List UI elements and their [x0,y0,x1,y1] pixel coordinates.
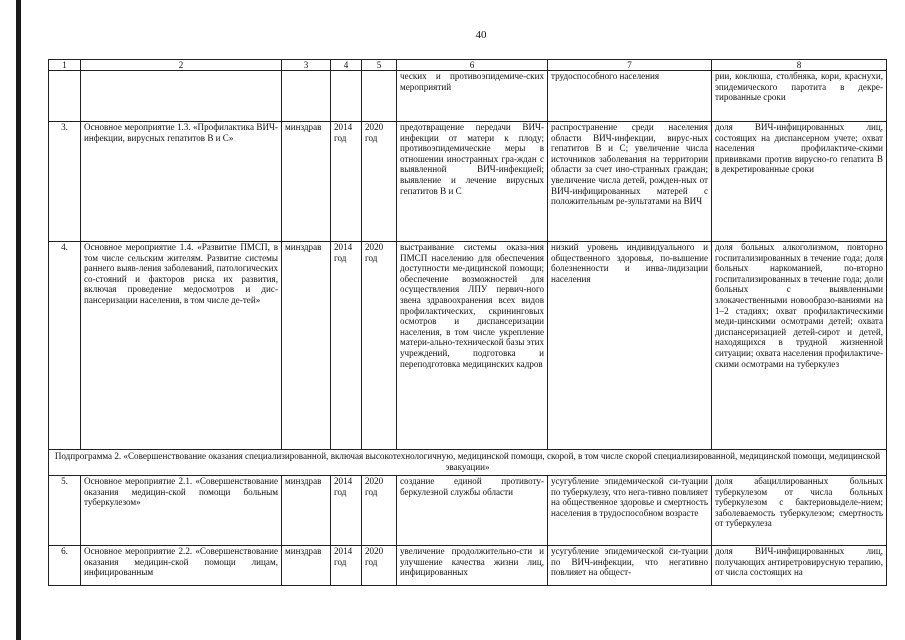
header-cell: 3 [282,60,331,71]
table-header-row [49,60,887,71]
measure-name [81,71,282,122]
measure-name: Основное мероприятие 2.2. «Совершенствование оказания медицин-ской помощи лицам, инфицированным [81,546,282,586]
indicators-cell: доля абациллированных больных туберкулезом от числа больных туберкулезом с бактериовыделе-нием; заболеваемость туберкулезом; смертность от туберкулеза [712,476,887,546]
relation-cell: распространение среди населения области ВИЧ-инфекции, вирус-ных гепатитов В и С; увеличение числа источников заболевания на территории области за счет ино-странных граждан; увеличение числа детей, рожден-ных от ВИЧ-инфицированных матерей с положительным ре-зультатами на ВИЧ [548,122,712,242]
measure-name: Основное мероприятие 1.3. «Профилактика ВИЧ-инфекции, вирусных гепатитов В и С» [81,122,282,242]
relation-cell: трудоспособного населения [548,71,712,122]
executor-cell: минздрав [282,242,331,450]
start-year: 2014 год [331,122,362,242]
start-year [331,71,362,122]
start-year: 2014 год [331,546,362,586]
consequences-cell: создание единой противоту-беркулезной службы области [397,476,548,546]
end-year [362,71,397,122]
table-row [49,546,887,586]
header-cell: 2 [81,60,282,71]
row-number: 4. [49,242,81,450]
header-cell: 4 [331,60,362,71]
executor-cell: минздрав [282,122,331,242]
program-table [48,59,887,586]
row-number: 3. [49,122,81,242]
indicators-cell: рии, коклюша, столбняка, кори, краснухи, эпидемического паротита в декре-тированные сроки [712,71,887,122]
indicators-cell: доля ВИЧ-инфицированных лиц, получающих антиретровирусную терапию, от числа состоящих на [712,546,887,586]
indicators-cell: доля больных алкоголизмом, повторно госпитализированных в течение года; доля больных наркоманией, по-вторно госпитализированных в течение года; доли больных с выявленными злокачественными новообразо-ваниями на 1–2 стадиях; охват профилактическими меди-цинскими осмотрами детей; охвата диспансеризацией детей-сирот и детей, находящихся в трудной жизненной ситуации; охвата населения профилактиче-скими осмотрами на туберкулез [712,242,887,450]
subprogram-row [49,450,887,476]
table-row [49,122,887,242]
table-row [49,476,887,546]
executor-cell: минздрав [282,476,331,546]
start-year: 2014 год [331,476,362,546]
header-cell: 1 [49,60,81,71]
header-cell: 6 [397,60,548,71]
relation-cell: усугубление эпидемической си-туации по ВИЧ-инфекции, что негативно повлияет на общест- [548,546,712,586]
header-cell: 7 [548,60,712,71]
page-number: 40 [475,29,487,41]
row-number [49,71,81,122]
measure-name: Основное мероприятие 1.4. «Развитие ПМСП, в том числе сельским жителям. Развитие системы раннего выяв-ления заболеваний, патологических со-стояний и факторов риска их развития, включая проведение медосмотров и дис-пансеризации населения, в том числе де-тей» [81,242,282,450]
table-row [49,71,887,122]
indicators-cell: доля ВИЧ-инфицированных лиц, состоящих на диспансерном учете; охват населения профилактиче-скими прививками против вирусно-го гепатита В в декретированные сроки [712,122,887,242]
row-number: 6. [49,546,81,586]
consequences-cell: выстраивание системы оказа-ния ПМСП населению для обеспечения доступности ме-дицинской помощи; обеспечение возможностей для осуществления ЛПУ первич-ного звена здравоохранения всех видов профилактических, скрининговых осмотров и диспансеризации населения, в том числе укрепление матери-ально-технической базы этих учреждений, подготовка и переподготовка медицинских кадров [397,242,548,450]
header-cell: 5 [362,60,397,71]
executor-cell: минздрав [282,546,331,586]
relation-cell: усугубление эпидемической си-туации по туберкулезу, что нега-тивно повлияет на общественное здоровье и смертность населения в трудоспособном возрасте [548,476,712,546]
end-year: 2020 год [362,476,397,546]
end-year: 2020 год [362,546,397,586]
subprogram-title: Подпрограмма 2. «Совершенствование оказания специализированной, включая высокотехнологичную, медицинской помощи, скорой, в том числе скорой специализированной, медицинской помощи, медицинской эвакуации» [49,450,887,476]
consequences-cell: предотвращение передачи ВИЧ-инфекции от матери к плоду; противоэпидемические меры в отношении иностранных гра-ждан с выявленной ВИЧ-инфекцией; выявление и лечение вирусных гепатитов В и С [397,122,548,242]
end-year: 2020 год [362,242,397,450]
end-year: 2020 год [362,122,397,242]
table-row [49,242,887,450]
executor-cell [282,71,331,122]
row-number: 5. [49,476,81,546]
page-edge-bar [16,0,21,640]
header-cell: 8 [712,60,887,71]
measure-name: Основное мероприятие 2.1. «Совершенствование оказания медицин-ской помощи больным туберкулезом» [81,476,282,546]
start-year: 2014 год [331,242,362,450]
relation-cell: низкий уровень индивидуального и общественного здоровья, по-вышение болезненности и инва-лидизации населения [548,242,712,450]
consequences-cell: ческих и противоэпидемиче-ских мероприятий [397,71,548,122]
consequences-cell: увеличение продолжительно-сти и улучшение качества жизни лиц, инфицированных [397,546,548,586]
